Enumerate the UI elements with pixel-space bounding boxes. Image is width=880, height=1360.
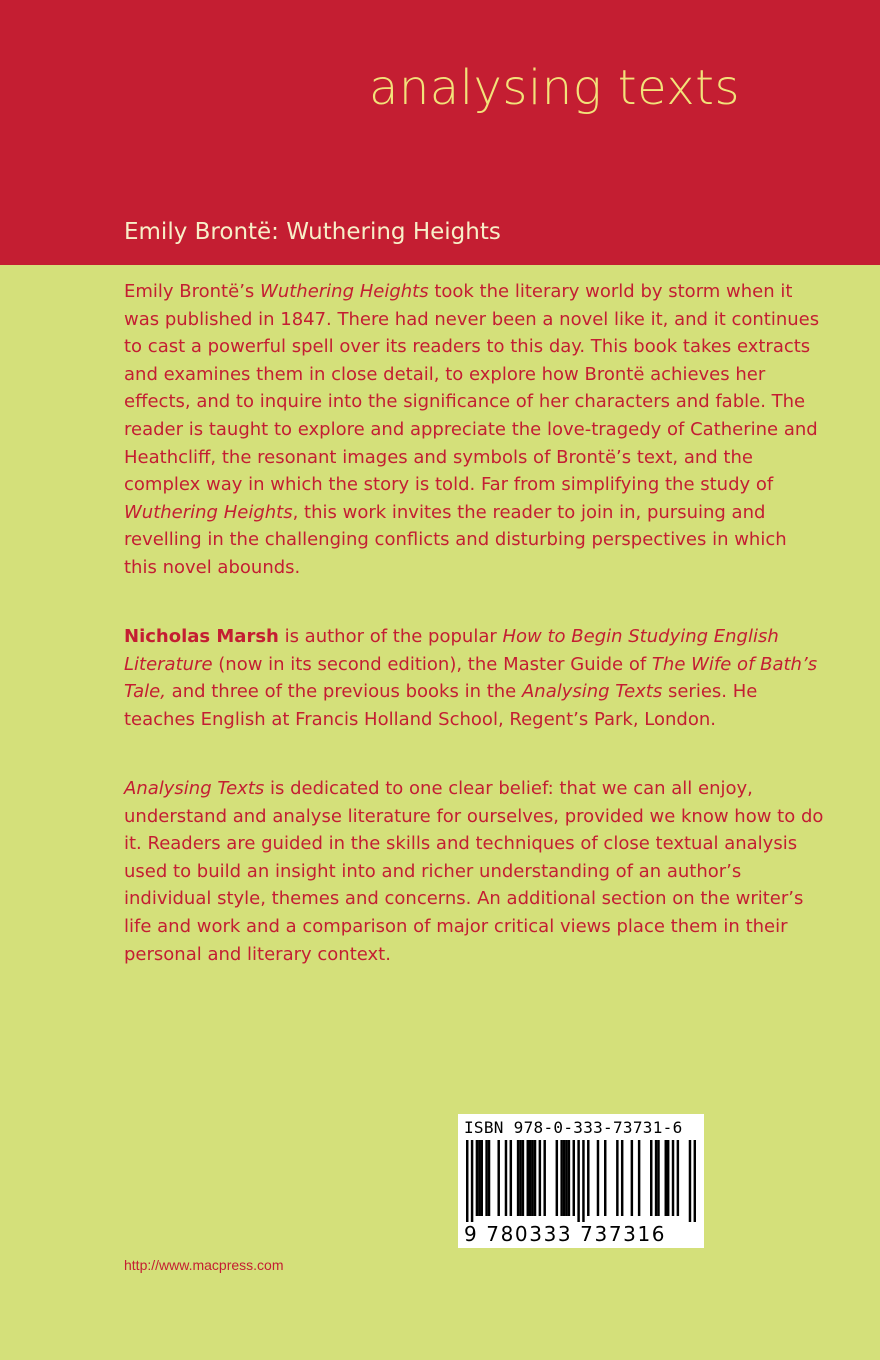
barcode-bar [539,1140,541,1216]
barcode-bar [638,1140,640,1216]
text-run-italic: The Wife of Bath’s Tale, [124,653,818,703]
barcode-bar [587,1140,589,1216]
text-run: , this work invites the reader to join in, pursuing and revelling in the challenging conflicts and disturbing perspectives in which this novel abounds. [124,501,787,578]
barcode-bar [543,1140,545,1216]
barcode-bar [563,1140,565,1216]
barcode-bar [529,1140,531,1216]
text-run: (now in its second edition), the Master Guide of [212,653,652,675]
text-run: series. He teaches English at Francis Holland School, Regent’s Park, London. [124,681,758,730]
barcode-bar [519,1140,521,1216]
barcode-bar [485,1140,487,1216]
barcode-bar [616,1140,618,1216]
text-run: is dedicated to one clear belief: that we can all enjoy, understand and analyse literature for ourselves, provided we know how to do it. Readers are guided in the skills and techniques of close textual analysis used to build an insight into and richer understanding of an author’s individual style, themes and concerns. An additional section on the writer’s life and work and a comparison of major critical views place them in their personal and literary context. [124,778,824,965]
barcode-bar [565,1140,567,1216]
barcode-bar [517,1140,519,1216]
text-run-italic: How to Begin Studying English Literature [124,626,779,675]
barcode-bar [657,1140,659,1216]
text-run: and three of the previous books in the [165,681,522,703]
blurb-paragraph-series [124,775,824,968]
book-title: Emily Brontë: Wuthering Heights [124,219,501,245]
header-band [0,0,880,265]
barcode-bar [522,1140,524,1216]
barcode-bar [621,1140,623,1216]
blurb-paragraph-author [124,623,824,733]
barcode-bar [672,1140,674,1216]
text-run-italic: Wuthering Heights [260,281,429,302]
barcode-bar [665,1140,667,1216]
barcode-bar [689,1140,691,1222]
publisher-url: http://www.macpress.com [124,1257,284,1273]
text-run-italic: Analysing Texts [124,778,265,799]
barcode-bar [556,1140,558,1216]
author-name: Nicholas Marsh [124,626,279,647]
barcode-bar [531,1140,533,1216]
barcode-bar [604,1140,606,1216]
barcode-bar [488,1140,490,1216]
barcode-bar [471,1140,473,1222]
barcode-bar [577,1140,579,1222]
barcode-bar [466,1140,468,1222]
text-run: took the literary world by storm when it was published in 1847. There had never been a novel like it, and it continues to cast a powerful spell over its readers to this day. This book takes extracts and examines them in close detail, to explore how Brontë achieves her effects, and to inquire into the significance of her characters and fable. The reader is taught to explore and appreciate the love-tragedy of Catherine and Heathcliff, the resonant images and symbols of Brontë’s text, and the complex way in which the story is told. Far from simplifying the study of [124,281,820,496]
barcode-bar [573,1140,575,1216]
barcode-bar [527,1140,529,1216]
barcode-digits: 9 780333 737316 [464,1222,667,1246]
barcode-bar [650,1140,652,1216]
text-run-italic: Analysing Texts [521,681,663,703]
barcode-bar [631,1140,633,1216]
isbn-barcode [458,1114,704,1248]
series-title: analysing texts [368,60,740,116]
text-run: Emily Brontë’s [124,281,261,302]
barcode-bar [568,1140,570,1216]
barcode-bar [534,1140,536,1216]
barcode-bar [476,1140,478,1216]
barcode-bar [497,1140,499,1216]
text-run: is author of the popular [278,626,503,647]
barcode-bar [677,1140,679,1216]
barcode-bar [655,1140,657,1216]
blurb-paragraph-description [124,278,824,582]
barcode-bar [478,1140,480,1216]
barcode-bar [667,1140,669,1216]
barcode-bar [560,1140,562,1216]
isbn-label: ISBN 978-0-333-73731-6 [464,1118,683,1137]
barcode-bar [510,1140,512,1216]
text-run-italic: Wuthering Heights [124,501,293,523]
barcode-bars [466,1140,696,1222]
barcode-bar [694,1140,696,1222]
barcode-bar [582,1140,584,1222]
barcode-bar [597,1140,599,1216]
barcode-bar [505,1140,507,1216]
barcode-bar [481,1140,483,1216]
